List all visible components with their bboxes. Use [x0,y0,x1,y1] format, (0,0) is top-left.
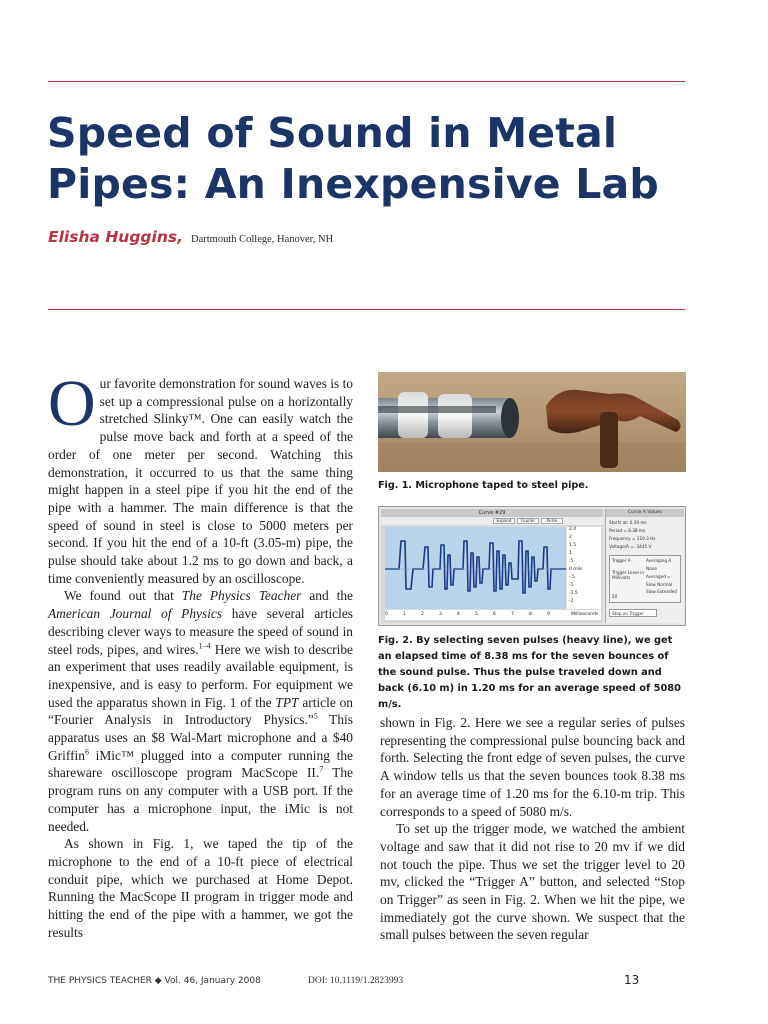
paragraph-method: As shown in Fig. 1, we taped the tip of the microphone to the end of a 10-ft piece of electrical conduit pipe, which we purchased at Home Depot. Running the MacScope II program in trigger mode and hitting the end of the pipe with a hammer, we got the results [48,836,353,940]
top-rule [48,81,685,82]
citation-superscript: 6 [84,747,89,757]
curve-value: Period = 8.38 ms [609,528,646,533]
averaging-a-label: Averaging A [646,558,672,563]
stop-on-trigger-label: Stop on Trigger [612,611,644,616]
drop-cap: O [48,367,96,440]
paragraph-references [48,587,353,835]
byline [48,228,333,247]
y-tick: -.5 [569,575,575,580]
y-axis-labels [567,527,601,609]
figure-1-photo [378,372,686,472]
curve-values-title: Curve A Values [606,509,684,517]
y-tick: 2.4 [569,527,577,532]
page-number: 13 [624,973,640,987]
citation-superscript: 1–4 [198,641,211,651]
curve-values-window [605,509,684,623]
paragraph-intro [48,367,353,587]
slow-extended-option: Slow Extended [646,589,678,594]
curve-value: Voltage/A = .3445 V [609,544,652,549]
text-run: We found out that [64,588,182,604]
oscilloscope-toolbar [381,517,603,525]
oscilloscope-plot [385,527,566,609]
x-tick: 2 [421,612,424,617]
tape-wrap [438,394,472,438]
table-surface [378,442,686,472]
x-tick: 1 [403,612,406,617]
paragraph-results: shown in Fig. 2. Here we see a regular series of pulses representing the compressional pulse bouncing back and forth. Selecting the front edge of seven pulses, the curve A window tells us that the seven bounces took 8.38 ms for an average time of 1.20 ms for the 6.10-m trip. This corresponds to a speed of 5080 m/s. [380,715,685,819]
trigger-a-option: Trigger A [612,558,631,563]
slow-normal-option: Slow Normal [646,582,673,587]
oscilloscope-window [381,509,603,623]
author-affiliation: Dartmouth College, Hanover, NH [191,234,334,245]
tape-wrap [398,392,428,438]
waveform-trace [385,527,566,609]
expand-button: Expand [493,518,515,524]
footer-doi: DOI: 10.1119/1.2823993 [308,976,404,986]
curve-value: Frequency = 119.3 Hz [609,536,656,541]
right-column [380,714,685,944]
text-run: This apparatus uses an $8 Wal-Mart microphone and a $40 Griffin [48,712,353,763]
byline-rule [48,309,685,310]
journal-name: TPT [275,694,299,710]
y-tick: .5 [569,559,574,564]
journal-name: The Physics Teacher [181,588,302,604]
citation-superscript: 5 [313,711,318,721]
curve-value: Starts at: 0.39 ms [609,520,647,525]
figure-2-caption: Fig. 2. By selecting seven pulses (heavy line), we get an elapsed time of 8.38 ms for the seven bounces of the sound pulse. Thus the pulse traveled down and back (6.10 m) in 1.20 ms for an average speed of 5080 m/s. [378,635,681,710]
averaged-label: Averaged = [646,574,671,579]
trigger-level-value: 20 [612,594,618,599]
y-tick: -2 [569,599,574,604]
author-name: Elisha Huggins, [48,228,183,246]
averaging-select: None [646,566,657,571]
microphone-cable [378,406,496,413]
article-title: Speed of Sound in Metal Pipes: An Inexpensive Lab [47,109,659,208]
text-run: The program runs on any computer with a USB port. If the computer has a microphone input, the iMic is not needed. [48,765,353,834]
y-tick: 1 [569,551,572,556]
y-tick: -1.5 [569,591,578,596]
x-tick: 0 [385,612,388,617]
paragraph-trigger: To set up the trigger mode, we watched the ambient voltage and saw that it did not rise to 20 mv if we did not touch the pipe. Thus we set the trigger level to 20 mv, clicked the “Trigger A” button, and selected “Stop on Trigger” as seen in Fig. 2. When we hit the pipe, we immediately got the curve shown. We suspect that the small pulses between the seven regular [380,821,685,943]
pipe-end [501,398,519,438]
intro-text: ur favorite demonstration for sound waves is to set up a compressional pulse on a horizontally stretched Slinky™. One can easily watch the pulse move back and forth at a speed of the order of one meter per second. Watching this demonstration, it occurred to us that the same thing might happen in a steel pipe if you hit the end of the pipe with a hammer. The main difference is that the speed of sound in steel is close to 5000 meters per second. If you hit the end of a 10-ft (3.05-m) pipe, the pulse should take about 1.2 ms to go down and back, a time conveniently measured by an oscilloscope. [48,376,353,586]
journal-name: American Journal of Physics [48,606,223,622]
text-run: Here we wish to describe an experiment that uses readily available equipment, is inexpensive, and is easy to perform. For equipment we used the apparatus shown in Fig. 1 of the [48,641,353,710]
pulse-button: Pulse [541,518,563,524]
x-axis-unit: Milliseconds [571,612,599,617]
oscilloscope-titlebar: Curve #29 [381,509,603,517]
x-tick: 4 [457,612,460,617]
text-run: article on “Fourier Analysis in Introductory Physics.” [48,694,353,728]
figure-2-screenshot [378,506,686,626]
fourier-button: Fourier [517,518,539,524]
text-run: have several articles describing clever ways to measure the speed of sound in steel rods, pipes, and wires. [48,606,353,657]
hammer-handle [600,412,618,468]
y-tick: 2 [569,535,572,540]
citation-superscript: 7 [319,765,324,774]
x-tick: 8 [529,612,532,617]
y-tick: -1 [569,583,574,588]
x-tick: 5 [475,612,478,617]
trigger-level-label: Trigger Level in Millivolts [612,570,644,580]
text-run: and the [301,588,353,604]
x-axis-labels [385,610,601,620]
x-tick: 9 [547,612,550,617]
stop-on-trigger-select [609,609,657,617]
figure-1-caption: Fig. 1. Microphone taped to steel pipe. [378,480,589,491]
pipe-hammer-illustration [378,372,686,472]
trigger-settings [609,555,681,603]
footer-journal: THE PHYSICS TEACHER ◆ Vol. 46, January 2008 [48,976,261,986]
x-tick: 7 [511,612,514,617]
y-tick: 1.5 [569,543,577,548]
text-run: iMic™ plugged into a computer running the shareware oscilloscope program MacScope II. [48,747,353,781]
left-column [48,367,353,942]
x-tick: 3 [439,612,442,617]
y-tick: 0 mils [569,567,583,572]
x-tick: 6 [493,612,496,617]
